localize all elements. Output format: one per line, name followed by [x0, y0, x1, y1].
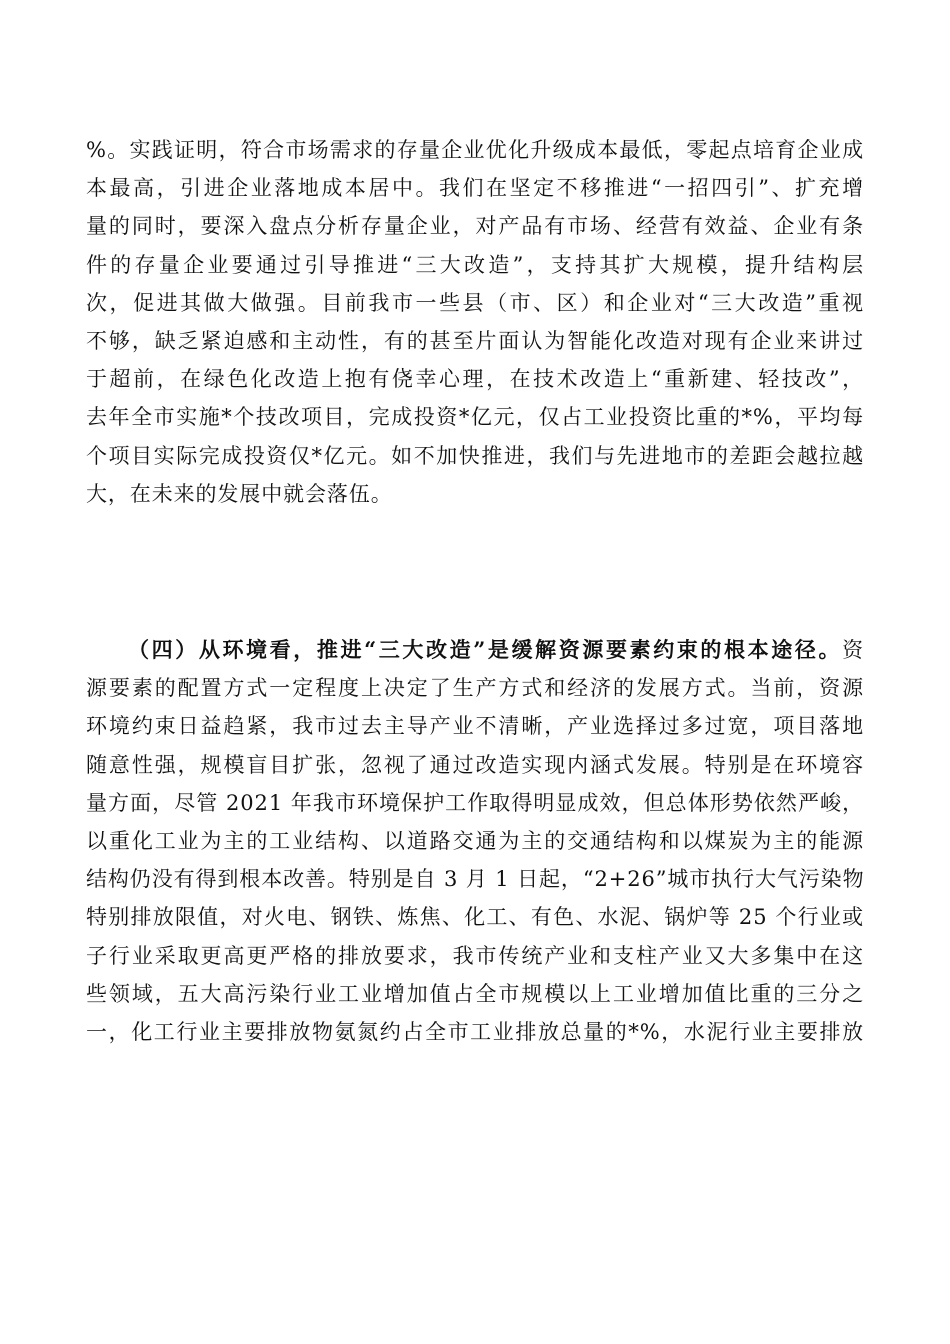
paragraph-1: [86, 131, 864, 513]
text-line: 本最高，引进企业落地成本居中。我们在坚定不移推进“一招四引”、扩充增: [86, 176, 864, 201]
text-line: 环境约束日益趋紧，我市过去主导产业不清晰，产业选择过多过宽，项目落地: [86, 714, 864, 739]
text-line: 随意性强，规模盲目扩张，忽视了通过改造实现内涵式发展。特别是在环境容: [86, 752, 864, 777]
section-heading: （四）从环境看，推进“三大改造”是缓解资源要素约束的根本途径。: [128, 637, 843, 662]
text-line: 不够，缺乏紧迫感和主动性，有的甚至片面认为智能化改造对现有企业来讲过: [86, 328, 864, 353]
text-line: 次，促进其做大做强。目前我市一些县（市、区）和企业对“三大改造”重视: [86, 290, 864, 315]
text-line: 个项目实际完成投资仅*亿元。如不加快推进，我们与先进地市的差距会越拉越: [86, 443, 864, 468]
text-line: 去年全市实施*个技改项目，完成投资*亿元，仅占工业投资比重的*%，平均每: [86, 405, 864, 430]
text-line: 于超前，在绿色化改造上抱有侥幸心理，在技术改造上“重新建、轻技改”，: [86, 367, 864, 392]
text-line: 结构仍没有得到根本改善。特别是自 3 月 1 日起，“2+26”城市执行大气污染物: [86, 867, 864, 892]
paragraph-2: [86, 631, 864, 1051]
text-line: 一，化工行业主要排放物氨氮约占全市工业排放总量的*%，水泥行业主要排放: [86, 1019, 864, 1044]
text-line: 些领域，五大高污染行业工业增加值占全市规模以上工业增加值比重的三分之: [86, 981, 864, 1006]
text-line: 大，在未来的发展中就会落伍。: [86, 481, 393, 506]
text-line: 特别排放限值，对火电、钢铁、炼焦、化工、有色、水泥、锅炉等 25 个行业或: [86, 905, 864, 930]
text-line: 量方面，尽管 2021 年我市环境保护工作取得明显成效，但总体形势依然严峻，: [86, 790, 864, 815]
text-line: 件的存量企业要通过引导推进“三大改造”，支持其扩大规模，提升结构层: [86, 252, 864, 277]
heading-tail-text: 资: [842, 638, 864, 662]
text-line: %。实践证明，符合市场需求的存量企业优化升级成本最低，零起点培育企业成: [86, 138, 864, 162]
text-line: 以重化工业为主的工业结构、以道路交通为主的交通结构和以煤炭为主的能源: [86, 828, 864, 853]
text-line: 量的同时，要深入盘点分析存量企业，对产品有市场、经营有效益、企业有条: [86, 214, 864, 239]
text-line: 子行业采取更高更严格的排放要求，我市传统产业和支柱产业又大多集中在这: [86, 943, 864, 968]
text-line: 源要素的配置方式一定程度上决定了生产方式和经济的发展方式。当前，资源: [86, 676, 864, 701]
paragraph-heading-line: [86, 631, 864, 669]
